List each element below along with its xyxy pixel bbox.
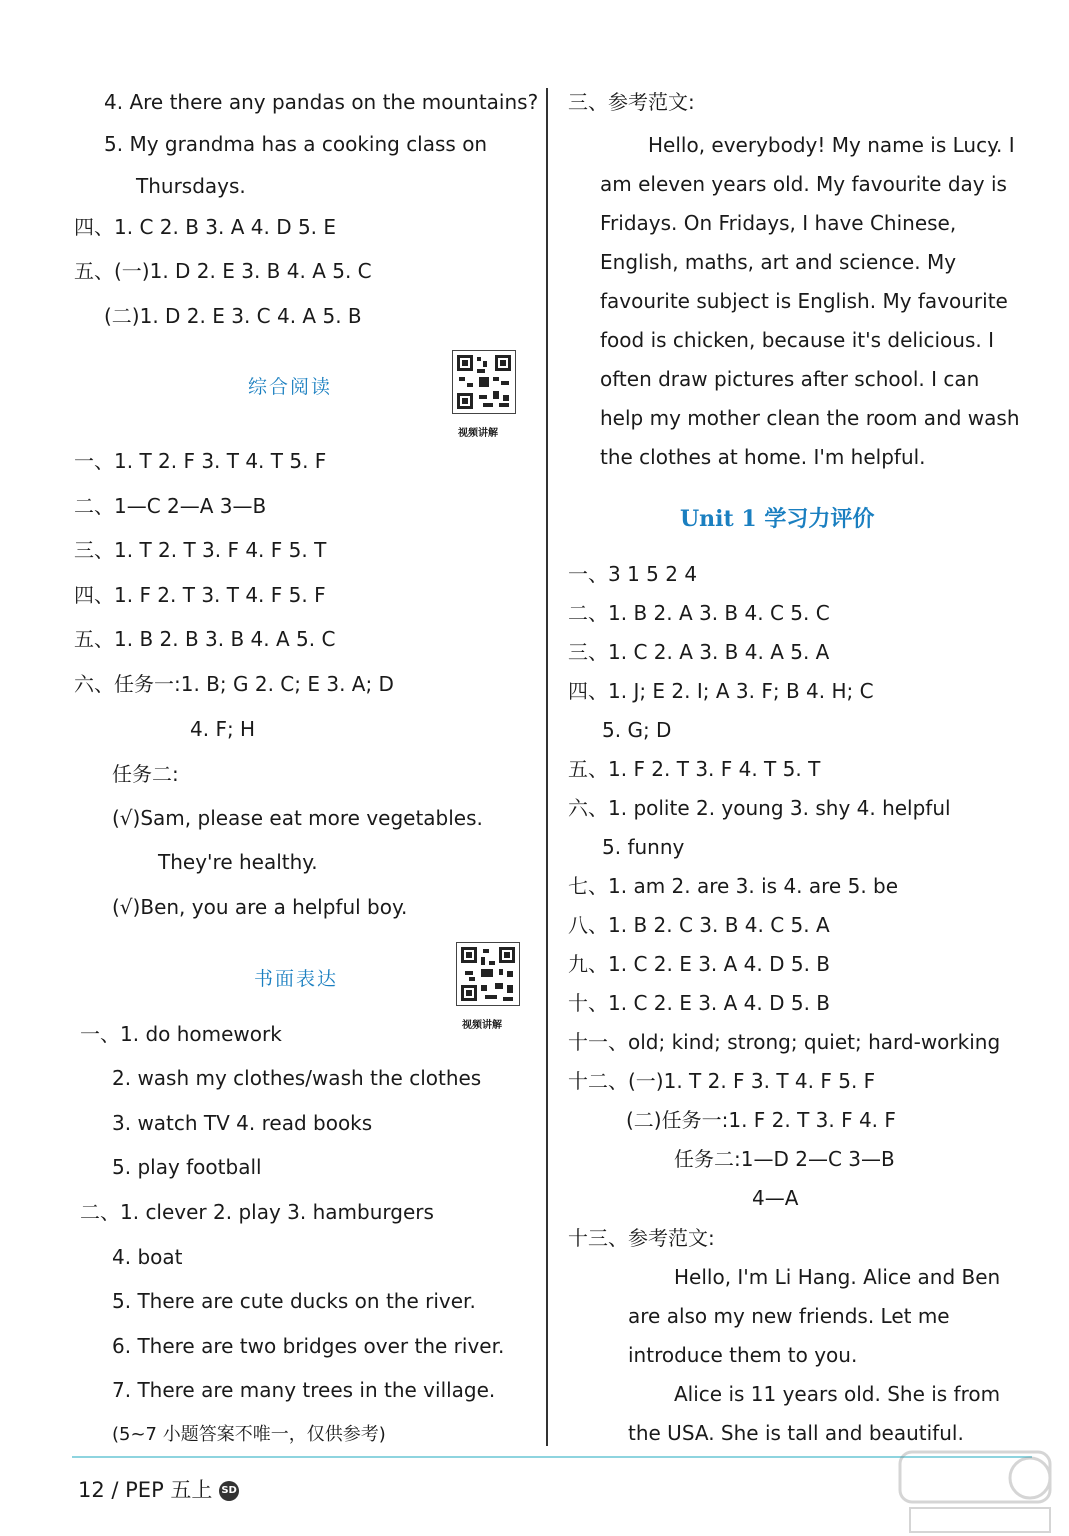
essay-line: often draw pictures after school. I can <box>600 367 980 391</box>
answer-line: 4. F; H <box>190 717 256 741</box>
answer-line: 5. My grandma has a cooking class on <box>104 132 488 156</box>
answer-line: 2. wash my clothes/wash the clothes <box>112 1066 482 1090</box>
section-title-reading: 综合阅读 <box>248 376 333 398</box>
answer-line: 二、1. B 2. A 3. B 4. C 5. C <box>568 601 830 625</box>
answer-line: 4. Are there any pandas on the mountains? <box>104 90 539 114</box>
publisher-badge-icon: SD <box>219 1481 239 1501</box>
essay-line: are also my new friends. Let me <box>628 1304 950 1328</box>
essay-line: the clothes at home. I'm helpful. <box>600 445 926 469</box>
essay-line: English, maths, art and science. My <box>600 250 957 274</box>
essay-line: Hello, everybody! My name is Lucy. I <box>648 133 1015 157</box>
answer-line: 八、1. B 2. C 3. B 4. C 5. A <box>568 913 830 937</box>
answer-line: (二)任务一:1. F 2. T 3. F 4. F <box>626 1108 896 1132</box>
essay-line: food is chicken, because it's delicious. I <box>600 328 994 352</box>
answer-line: 五、1. F 2. T 3. F 4. T 5. T <box>568 757 821 781</box>
qr-caption: 视频讲解 <box>462 1020 502 1031</box>
watermark-logo-icon <box>880 1448 1060 1536</box>
answer-line: 六、1. polite 2. young 3. shy 4. helpful <box>568 796 951 820</box>
essay-heading: 三、参考范文: <box>568 90 695 114</box>
answer-line: 任务二: <box>112 762 179 786</box>
essay-line: help my mother clean the room and wash <box>600 406 1020 430</box>
answer-line: 九、1. C 2. E 3. A 4. D 5. B <box>568 952 831 976</box>
answer-line: 十二、(一)1. T 2. F 3. T 4. F 5. F <box>568 1069 876 1093</box>
answer-line: 7. There are many trees in the village. <box>112 1378 496 1402</box>
essay-line: Fridays. On Fridays, I have Chinese, <box>600 211 957 235</box>
answer-line: 四、1. J; E 2. I; A 3. F; B 4. H; C <box>568 679 874 703</box>
essay-line: am eleven years old. My favourite day is <box>600 172 1007 196</box>
answer-note: (5~7 小题答案不唯一，仅供参考) <box>112 1424 386 1445</box>
answer-line: 5. There are cute ducks on the river. <box>112 1289 476 1313</box>
answer-line: 一、1. do homework <box>80 1022 282 1046</box>
column-divider <box>546 88 548 1446</box>
answer-line: (√)Sam, please eat more vegetables. <box>112 806 483 830</box>
answer-line: 6. There are two bridges over the river. <box>112 1334 505 1358</box>
answer-line: 5. play football <box>112 1155 262 1179</box>
page-number: 12 / PEP 五上 <box>78 1478 213 1502</box>
answer-line: 四、1. F 2. T 3. T 4. F 5. F <box>74 583 326 607</box>
answer-line: 二、1—C 2—A 3—B <box>74 494 267 518</box>
answer-line: 六、任务一:1. B; G 2. C; E 3. A; D <box>74 672 394 696</box>
essay-line: Hello, I'm Li Hang. Alice and Ben <box>674 1265 1001 1289</box>
essay-heading: 十三、参考范文: <box>568 1226 715 1250</box>
essay-line: introduce them to you. <box>628 1343 858 1367</box>
unit-title: Unit 1 学习力评价 <box>680 506 875 532</box>
answer-line: 3. watch TV 4. read books <box>112 1111 373 1135</box>
qr-caption: 视频讲解 <box>458 428 498 439</box>
answer-line: 一、3 1 5 2 4 <box>568 562 698 586</box>
answer-line: 七、1. am 2. are 3. is 4. are 5. be <box>568 874 899 898</box>
answer-line: 5. funny <box>602 835 685 859</box>
answer-line: 任务二:1—D 2—C 3—B <box>674 1147 895 1171</box>
qr-code-icon[interactable] <box>452 350 516 414</box>
answer-line: 5. G; D <box>602 718 672 742</box>
essay-line: Alice is 11 years old. She is from <box>674 1382 1001 1406</box>
qr-code-icon[interactable] <box>456 942 520 1006</box>
answer-line: (二)1. D 2. E 3. C 4. A 5. B <box>104 304 362 328</box>
answer-line: 五、(一)1. D 2. E 3. B 4. A 5. C <box>74 259 372 283</box>
answer-line: 4—A <box>752 1186 799 1210</box>
answer-line: 三、1. C 2. A 3. B 4. A 5. A <box>568 640 830 664</box>
answer-line: 一、1. T 2. F 3. T 4. T 5. F <box>74 449 327 473</box>
answer-line: They're healthy. <box>158 850 318 874</box>
answer-line: 四、1. C 2. B 3. A 4. D 5. E <box>74 215 337 239</box>
answer-line: 十一、old; kind; strong; quiet; hard-working <box>568 1030 1001 1054</box>
answer-line: (√)Ben, you are a helpful boy. <box>112 895 408 919</box>
answer-line: 五、1. B 2. B 3. B 4. A 5. C <box>74 627 336 651</box>
answer-line: 4. boat <box>112 1245 183 1269</box>
answer-line: 十、1. C 2. E 3. A 4. D 5. B <box>568 991 831 1015</box>
page-footer <box>78 1474 239 1504</box>
answer-line: Thursdays. <box>136 174 246 198</box>
essay-line: favourite subject is English. My favourite <box>600 289 1008 313</box>
section-title-writing: 书面表达 <box>254 968 339 990</box>
essay-line: the USA. She is tall and beautiful. <box>628 1421 964 1445</box>
answer-line: 三、1. T 2. T 3. F 4. F 5. T <box>74 538 327 562</box>
answer-line: 二、1. clever 2. play 3. hamburgers <box>80 1200 434 1224</box>
